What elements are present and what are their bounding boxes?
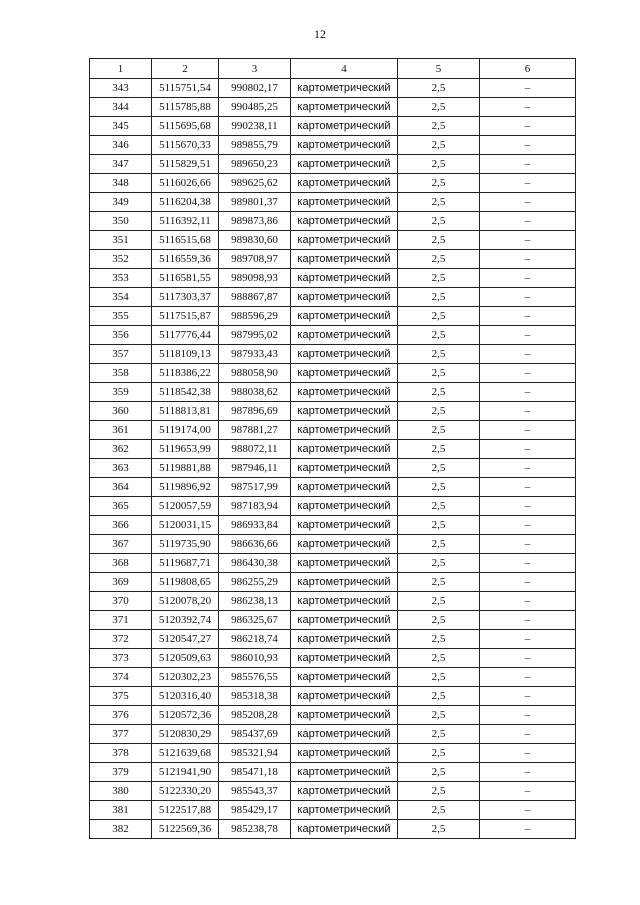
table-row (90, 364, 576, 383)
x-coordinate-cell: 5119881,88 (152, 459, 219, 478)
y-coordinate-cell: 985429,17 (219, 801, 291, 820)
y-coordinate-cell: 988072,11 (219, 440, 291, 459)
note-cell: – (480, 497, 576, 516)
accuracy-cell: 2,5 (398, 820, 480, 839)
accuracy-cell: 2,5 (398, 136, 480, 155)
method-cell: картометрический (291, 573, 398, 592)
y-coordinate-cell: 987995,02 (219, 326, 291, 345)
point-number-cell: 344 (90, 98, 152, 117)
method-cell: картометрический (291, 592, 398, 611)
y-coordinate-cell: 987881,27 (219, 421, 291, 440)
accuracy-cell: 2,5 (398, 212, 480, 231)
point-number-cell: 372 (90, 630, 152, 649)
method-cell: картометрический (291, 250, 398, 269)
x-coordinate-cell: 5116559,36 (152, 250, 219, 269)
method-cell: картометрический (291, 820, 398, 839)
note-cell: – (480, 630, 576, 649)
method-cell: картометрический (291, 326, 398, 345)
header-cell: 5 (398, 59, 480, 79)
method-cell: картометрический (291, 402, 398, 421)
table-row (90, 326, 576, 345)
method-cell: картометрический (291, 174, 398, 193)
point-number-cell: 355 (90, 307, 152, 326)
point-number-cell: 363 (90, 459, 152, 478)
y-coordinate-cell: 986933,84 (219, 516, 291, 535)
table-row (90, 820, 576, 839)
accuracy-cell: 2,5 (398, 801, 480, 820)
method-cell: картометрический (291, 725, 398, 744)
point-number-cell: 376 (90, 706, 152, 725)
method-cell: картометрический (291, 79, 398, 98)
method-cell: картометрический (291, 630, 398, 649)
accuracy-cell: 2,5 (398, 421, 480, 440)
accuracy-cell: 2,5 (398, 554, 480, 573)
note-cell: – (480, 288, 576, 307)
y-coordinate-cell: 986636,66 (219, 535, 291, 554)
note-cell: – (480, 440, 576, 459)
table-row (90, 193, 576, 212)
method-cell: картометрический (291, 478, 398, 497)
y-coordinate-cell: 987183,94 (219, 497, 291, 516)
table-row (90, 573, 576, 592)
table-row (90, 269, 576, 288)
table-row (90, 402, 576, 421)
accuracy-cell: 2,5 (398, 250, 480, 269)
method-cell: картометрический (291, 535, 398, 554)
x-coordinate-cell: 5122517,88 (152, 801, 219, 820)
y-coordinate-cell: 989098,93 (219, 269, 291, 288)
point-number-cell: 346 (90, 136, 152, 155)
table-row (90, 288, 576, 307)
y-coordinate-cell: 987933,43 (219, 345, 291, 364)
x-coordinate-cell: 5121941,90 (152, 763, 219, 782)
x-coordinate-cell: 5118109,13 (152, 345, 219, 364)
accuracy-cell: 2,5 (398, 573, 480, 592)
point-number-cell: 361 (90, 421, 152, 440)
note-cell: – (480, 79, 576, 98)
table-row (90, 763, 576, 782)
x-coordinate-cell: 5115695,68 (152, 117, 219, 136)
x-coordinate-cell: 5120547,27 (152, 630, 219, 649)
method-cell: картометрический (291, 269, 398, 288)
x-coordinate-cell: 5115829,51 (152, 155, 219, 174)
y-coordinate-cell: 988058,90 (219, 364, 291, 383)
note-cell: – (480, 668, 576, 687)
y-coordinate-cell: 989708,97 (219, 250, 291, 269)
method-cell: картометрический (291, 212, 398, 231)
header-cell: 6 (480, 59, 576, 79)
point-number-cell: 349 (90, 193, 152, 212)
method-cell: картометрический (291, 706, 398, 725)
method-cell: картометрический (291, 288, 398, 307)
note-cell: – (480, 345, 576, 364)
y-coordinate-cell: 985321,94 (219, 744, 291, 763)
table-row (90, 98, 576, 117)
point-number-cell: 356 (90, 326, 152, 345)
x-coordinate-cell: 5119174,00 (152, 421, 219, 440)
table-row (90, 725, 576, 744)
table-row (90, 117, 576, 136)
method-cell: картометрический (291, 383, 398, 402)
note-cell: – (480, 763, 576, 782)
note-cell: – (480, 193, 576, 212)
note-cell: – (480, 250, 576, 269)
y-coordinate-cell: 990485,25 (219, 98, 291, 117)
method-cell: картометрический (291, 687, 398, 706)
accuracy-cell: 2,5 (398, 706, 480, 725)
method-cell: картометрический (291, 649, 398, 668)
note-cell: – (480, 535, 576, 554)
table-row (90, 440, 576, 459)
accuracy-cell: 2,5 (398, 611, 480, 630)
y-coordinate-cell: 987946,11 (219, 459, 291, 478)
point-number-cell: 381 (90, 801, 152, 820)
accuracy-cell: 2,5 (398, 402, 480, 421)
accuracy-cell: 2,5 (398, 326, 480, 345)
point-number-cell: 380 (90, 782, 152, 801)
note-cell: – (480, 326, 576, 345)
x-coordinate-cell: 5119808,65 (152, 573, 219, 592)
point-number-cell: 353 (90, 269, 152, 288)
table-row (90, 516, 576, 535)
x-coordinate-cell: 5120031,15 (152, 516, 219, 535)
table-body (90, 79, 576, 839)
method-cell: картометрический (291, 782, 398, 801)
note-cell: – (480, 402, 576, 421)
note-cell: – (480, 592, 576, 611)
x-coordinate-cell: 5116392,11 (152, 212, 219, 231)
accuracy-cell: 2,5 (398, 744, 480, 763)
note-cell: – (480, 782, 576, 801)
accuracy-cell: 2,5 (398, 155, 480, 174)
note-cell: – (480, 136, 576, 155)
note-cell: – (480, 554, 576, 573)
x-coordinate-cell: 5120392,74 (152, 611, 219, 630)
table-row (90, 155, 576, 174)
y-coordinate-cell: 989855,79 (219, 136, 291, 155)
accuracy-cell: 2,5 (398, 174, 480, 193)
table-header-row (90, 59, 576, 79)
y-coordinate-cell: 985543,37 (219, 782, 291, 801)
table-row (90, 383, 576, 402)
y-coordinate-cell: 989830,60 (219, 231, 291, 250)
point-number-cell: 352 (90, 250, 152, 269)
method-cell: картометрический (291, 193, 398, 212)
note-cell: – (480, 174, 576, 193)
table-row (90, 421, 576, 440)
note-cell: – (480, 801, 576, 820)
coordinates-table (89, 58, 576, 839)
note-cell: – (480, 383, 576, 402)
note-cell: – (480, 611, 576, 630)
point-number-cell: 364 (90, 478, 152, 497)
note-cell: – (480, 117, 576, 136)
note-cell: – (480, 573, 576, 592)
accuracy-cell: 2,5 (398, 649, 480, 668)
table-row (90, 801, 576, 820)
point-number-cell: 374 (90, 668, 152, 687)
x-coordinate-cell: 5121639,68 (152, 744, 219, 763)
note-cell: – (480, 212, 576, 231)
point-number-cell: 343 (90, 79, 152, 98)
table-row (90, 649, 576, 668)
accuracy-cell: 2,5 (398, 345, 480, 364)
y-coordinate-cell: 987896,69 (219, 402, 291, 421)
header-cell: 2 (152, 59, 219, 79)
table-row (90, 611, 576, 630)
method-cell: картометрический (291, 345, 398, 364)
x-coordinate-cell: 5122330,20 (152, 782, 219, 801)
x-coordinate-cell: 5115670,33 (152, 136, 219, 155)
y-coordinate-cell: 988596,29 (219, 307, 291, 326)
accuracy-cell: 2,5 (398, 630, 480, 649)
header-cell: 1 (90, 59, 152, 79)
method-cell: картометрический (291, 801, 398, 820)
y-coordinate-cell: 989873,86 (219, 212, 291, 231)
accuracy-cell: 2,5 (398, 478, 480, 497)
point-number-cell: 350 (90, 212, 152, 231)
accuracy-cell: 2,5 (398, 364, 480, 383)
x-coordinate-cell: 5117303,37 (152, 288, 219, 307)
note-cell: – (480, 98, 576, 117)
point-number-cell: 378 (90, 744, 152, 763)
x-coordinate-cell: 5119735,90 (152, 535, 219, 554)
accuracy-cell: 2,5 (398, 307, 480, 326)
table-row (90, 345, 576, 364)
accuracy-cell: 2,5 (398, 440, 480, 459)
y-coordinate-cell: 986325,67 (219, 611, 291, 630)
table-row (90, 212, 576, 231)
table-row (90, 231, 576, 250)
y-coordinate-cell: 985318,38 (219, 687, 291, 706)
accuracy-cell: 2,5 (398, 725, 480, 744)
y-coordinate-cell: 986218,74 (219, 630, 291, 649)
point-number-cell: 382 (90, 820, 152, 839)
x-coordinate-cell: 5118542,38 (152, 383, 219, 402)
x-coordinate-cell: 5115785,88 (152, 98, 219, 117)
y-coordinate-cell: 985471,18 (219, 763, 291, 782)
accuracy-cell: 2,5 (398, 592, 480, 611)
header-cell: 3 (219, 59, 291, 79)
point-number-cell: 375 (90, 687, 152, 706)
y-coordinate-cell: 986238,13 (219, 592, 291, 611)
y-coordinate-cell: 986430,38 (219, 554, 291, 573)
accuracy-cell: 2,5 (398, 193, 480, 212)
y-coordinate-cell: 988867,87 (219, 288, 291, 307)
x-coordinate-cell: 5120078,20 (152, 592, 219, 611)
x-coordinate-cell: 5116581,55 (152, 269, 219, 288)
table-row (90, 307, 576, 326)
y-coordinate-cell: 985437,69 (219, 725, 291, 744)
point-number-cell: 368 (90, 554, 152, 573)
point-number-cell: 362 (90, 440, 152, 459)
y-coordinate-cell: 985208,28 (219, 706, 291, 725)
table-row (90, 535, 576, 554)
accuracy-cell: 2,5 (398, 231, 480, 250)
y-coordinate-cell: 985576,55 (219, 668, 291, 687)
y-coordinate-cell: 989625,62 (219, 174, 291, 193)
page-number: 12 (314, 27, 326, 41)
method-cell: картометрический (291, 459, 398, 478)
table-row (90, 497, 576, 516)
method-cell: картометрический (291, 497, 398, 516)
table-row (90, 782, 576, 801)
accuracy-cell: 2,5 (398, 497, 480, 516)
method-cell: картометрический (291, 421, 398, 440)
note-cell: – (480, 725, 576, 744)
note-cell: – (480, 744, 576, 763)
method-cell: картометрический (291, 611, 398, 630)
method-cell: картометрический (291, 554, 398, 573)
method-cell: картометрический (291, 155, 398, 174)
point-number-cell: 371 (90, 611, 152, 630)
accuracy-cell: 2,5 (398, 117, 480, 136)
y-coordinate-cell: 987517,99 (219, 478, 291, 497)
method-cell: картометрический (291, 307, 398, 326)
x-coordinate-cell: 5120057,59 (152, 497, 219, 516)
table-row (90, 744, 576, 763)
note-cell: – (480, 687, 576, 706)
x-coordinate-cell: 5118813,81 (152, 402, 219, 421)
x-coordinate-cell: 5117515,87 (152, 307, 219, 326)
point-number-cell: 358 (90, 364, 152, 383)
method-cell: картометрический (291, 744, 398, 763)
y-coordinate-cell: 989650,23 (219, 155, 291, 174)
accuracy-cell: 2,5 (398, 687, 480, 706)
x-coordinate-cell: 5120509,63 (152, 649, 219, 668)
table-row (90, 668, 576, 687)
accuracy-cell: 2,5 (398, 516, 480, 535)
note-cell: – (480, 706, 576, 725)
accuracy-cell: 2,5 (398, 782, 480, 801)
point-number-cell: 367 (90, 535, 152, 554)
y-coordinate-cell: 990238,11 (219, 117, 291, 136)
note-cell: – (480, 649, 576, 668)
accuracy-cell: 2,5 (398, 288, 480, 307)
x-coordinate-cell: 5119653,99 (152, 440, 219, 459)
note-cell: – (480, 269, 576, 288)
point-number-cell: 359 (90, 383, 152, 402)
y-coordinate-cell: 986255,29 (219, 573, 291, 592)
table-row (90, 250, 576, 269)
accuracy-cell: 2,5 (398, 79, 480, 98)
x-coordinate-cell: 5120316,40 (152, 687, 219, 706)
table-row (90, 706, 576, 725)
x-coordinate-cell: 5120302,23 (152, 668, 219, 687)
table-row (90, 459, 576, 478)
note-cell: – (480, 307, 576, 326)
point-number-cell: 373 (90, 649, 152, 668)
accuracy-cell: 2,5 (398, 668, 480, 687)
x-coordinate-cell: 5115751,54 (152, 79, 219, 98)
x-coordinate-cell: 5122569,36 (152, 820, 219, 839)
x-coordinate-cell: 5119896,92 (152, 478, 219, 497)
x-coordinate-cell: 5120830,29 (152, 725, 219, 744)
note-cell: – (480, 231, 576, 250)
x-coordinate-cell: 5116515,68 (152, 231, 219, 250)
point-number-cell: 347 (90, 155, 152, 174)
table-row (90, 630, 576, 649)
point-number-cell: 377 (90, 725, 152, 744)
method-cell: картометрический (291, 668, 398, 687)
header-cell: 4 (291, 59, 398, 79)
method-cell: картометрический (291, 516, 398, 535)
accuracy-cell: 2,5 (398, 535, 480, 554)
x-coordinate-cell: 5116026,66 (152, 174, 219, 193)
note-cell: – (480, 459, 576, 478)
point-number-cell: 365 (90, 497, 152, 516)
note-cell: – (480, 421, 576, 440)
accuracy-cell: 2,5 (398, 459, 480, 478)
method-cell: картометрический (291, 98, 398, 117)
y-coordinate-cell: 990802,17 (219, 79, 291, 98)
y-coordinate-cell: 989801,37 (219, 193, 291, 212)
table-row (90, 687, 576, 706)
point-number-cell: 345 (90, 117, 152, 136)
note-cell: – (480, 364, 576, 383)
method-cell: картометрический (291, 136, 398, 155)
method-cell: картометрический (291, 364, 398, 383)
note-cell: – (480, 820, 576, 839)
note-cell: – (480, 478, 576, 497)
y-coordinate-cell: 988038,62 (219, 383, 291, 402)
x-coordinate-cell: 5116204,38 (152, 193, 219, 212)
point-number-cell: 360 (90, 402, 152, 421)
note-cell: – (480, 155, 576, 174)
x-coordinate-cell: 5118386,22 (152, 364, 219, 383)
table-row (90, 136, 576, 155)
point-number-cell: 369 (90, 573, 152, 592)
method-cell: картометрический (291, 231, 398, 250)
point-number-cell: 354 (90, 288, 152, 307)
method-cell: картометрический (291, 440, 398, 459)
table-row (90, 478, 576, 497)
method-cell: картометрический (291, 117, 398, 136)
x-coordinate-cell: 5119687,71 (152, 554, 219, 573)
table-row (90, 592, 576, 611)
point-number-cell: 357 (90, 345, 152, 364)
accuracy-cell: 2,5 (398, 763, 480, 782)
point-number-cell: 379 (90, 763, 152, 782)
point-number-cell: 351 (90, 231, 152, 250)
table-row (90, 554, 576, 573)
accuracy-cell: 2,5 (398, 383, 480, 402)
y-coordinate-cell: 986010,93 (219, 649, 291, 668)
accuracy-cell: 2,5 (398, 269, 480, 288)
method-cell: картометрический (291, 763, 398, 782)
point-number-cell: 366 (90, 516, 152, 535)
x-coordinate-cell: 5120572,36 (152, 706, 219, 725)
table-row (90, 79, 576, 98)
point-number-cell: 348 (90, 174, 152, 193)
x-coordinate-cell: 5117776,44 (152, 326, 219, 345)
table-row (90, 174, 576, 193)
note-cell: – (480, 516, 576, 535)
point-number-cell: 370 (90, 592, 152, 611)
y-coordinate-cell: 985238,78 (219, 820, 291, 839)
accuracy-cell: 2,5 (398, 98, 480, 117)
